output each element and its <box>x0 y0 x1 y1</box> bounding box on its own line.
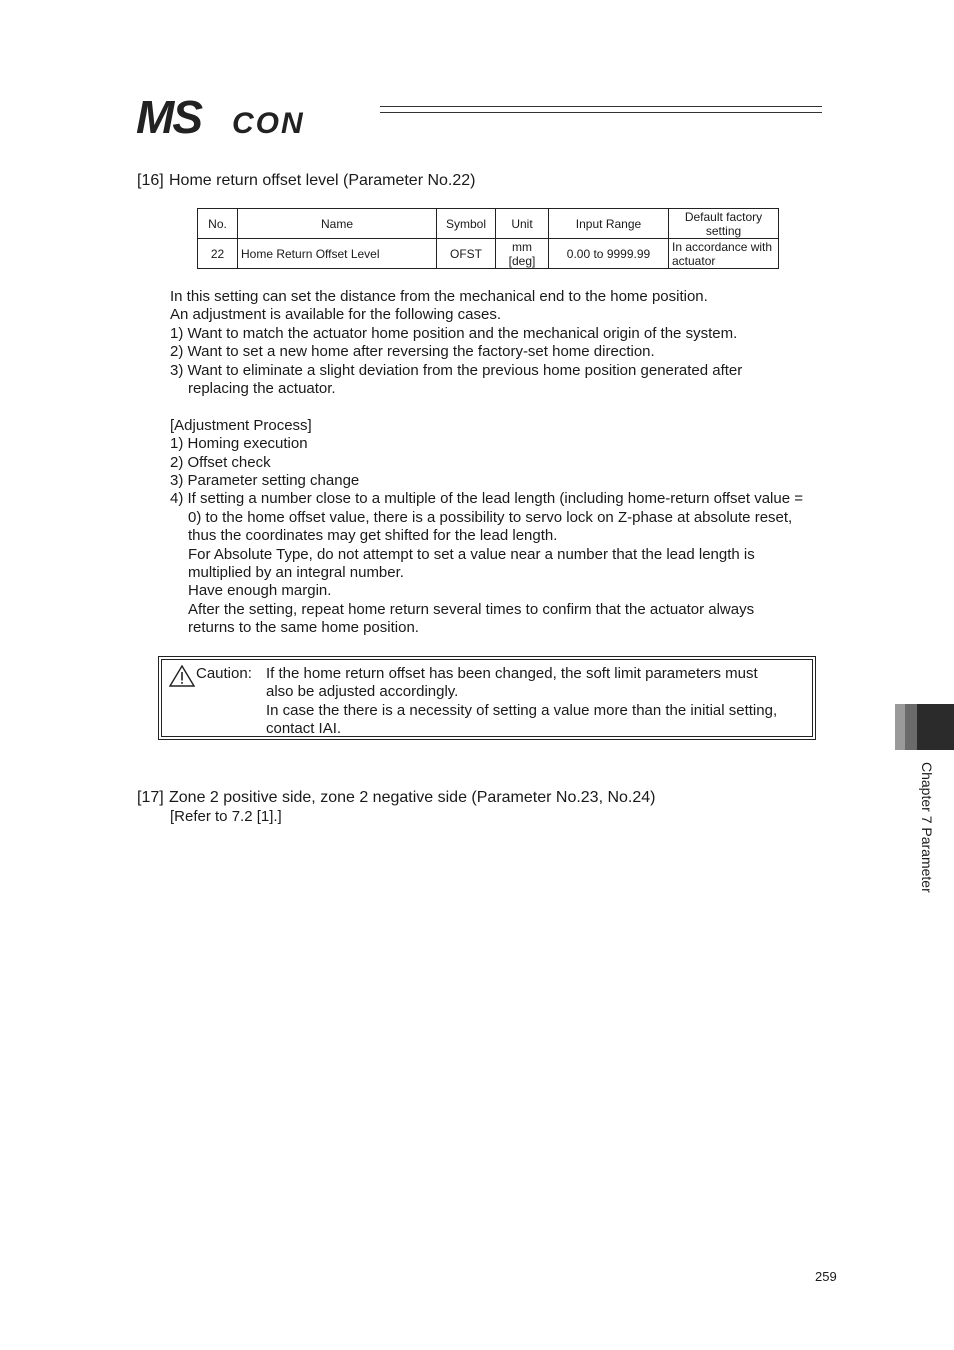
table-row <box>198 239 779 269</box>
header-rule <box>380 106 822 107</box>
svg-text:MS: MS <box>136 96 201 136</box>
chapter-tab <box>917 704 954 750</box>
header-symbol: Symbol <box>437 209 496 239</box>
section-17-heading <box>137 788 656 808</box>
header-input-range: Input Range <box>549 209 669 239</box>
warning-icon <box>169 665 195 692</box>
caution-line: contact IAI. <box>266 720 342 738</box>
table-header-row <box>198 209 779 239</box>
list-item-continuation: For Absolute Type, do not attempt to set a value near a number that the lead length is <box>188 545 755 563</box>
section-16-heading <box>137 171 476 191</box>
list-item: 1) Homing execution <box>170 435 308 453</box>
refer-text: [Refer to 7.2 [1].] <box>170 808 282 825</box>
caution-text <box>266 665 777 739</box>
list-item: 3) Want to eliminate a slight deviation from the previous home position generated after <box>170 361 743 379</box>
list-item: 3) Parameter setting change <box>170 472 360 490</box>
list-item-continuation: multiplied by an integral number. <box>188 564 404 582</box>
svg-text:CON: CON <box>232 107 305 136</box>
section-number: [16] <box>137 172 164 189</box>
section-16-body <box>170 288 850 638</box>
cell-symbol: OFST <box>437 239 496 269</box>
caution-label: Caution: <box>196 665 252 682</box>
caution-box <box>158 656 816 740</box>
section-title: Home return offset level (Parameter No.22) <box>169 172 476 189</box>
chapter-label: Chapter 7 Parameter <box>919 762 935 893</box>
cell-no: 22 <box>198 239 238 269</box>
header-unit: Unit <box>496 209 549 239</box>
list-item: 2) Offset check <box>170 453 271 471</box>
header-rule <box>380 112 822 113</box>
header-name: Name <box>238 209 437 239</box>
cell-input-range: 0.00 to 9999.99 <box>549 239 669 269</box>
list-item-continuation: 0) to the home offset value, there is a possibility to servo lock on Z-phase at absolute reset, <box>188 508 793 526</box>
list-item-continuation: Have enough margin. <box>188 582 332 600</box>
caution-line: If the home return offset has been changed, the soft limit parameters must <box>266 665 758 682</box>
caution-line: In case the there is a necessity of setting a value more than the initial setting, <box>266 701 778 719</box>
list-item-continuation: replacing the actuator. <box>188 380 336 398</box>
mscon-logo <box>136 96 368 141</box>
caution-line: also be adjusted accordingly. <box>266 683 459 701</box>
parameter-table <box>197 208 779 269</box>
cell-name: Home Return Offset Level <box>238 239 437 269</box>
page-number: 259 <box>815 1269 837 1284</box>
header-default: Default factory setting <box>669 209 779 239</box>
section-title: Zone 2 positive side, zone 2 negative side (Parameter No.23, No.24) <box>169 789 656 806</box>
chapter-tab-stripe <box>905 704 917 750</box>
chapter-tab-stripe <box>895 704 905 750</box>
body-line: An adjustment is available for the following cases. <box>170 306 502 324</box>
list-item-continuation: returns to the same home position. <box>188 619 419 637</box>
list-item-continuation: thus the coordinates may get shifted for the lead length. <box>188 527 558 545</box>
list-item: 4) If setting a number close to a multiple of the lead length (including home-return offset value = <box>170 490 804 508</box>
cell-unit: mm [deg] <box>496 239 549 269</box>
cell-default: In accordance with actuator <box>669 239 779 269</box>
subheading: [Adjustment Process] <box>170 416 312 434</box>
list-item: 1) Want to match the actuator home position and the mechanical origin of the system. <box>170 324 738 342</box>
list-item: 2) Want to set a new home after reversing the factory-set home direction. <box>170 343 655 361</box>
section-number: [17] <box>137 789 164 806</box>
header-no: No. <box>198 209 238 239</box>
body-line: In this setting can set the distance from the mechanical end to the home position. <box>170 288 708 305</box>
list-item-continuation: After the setting, repeat home return several times to confirm that the actuator always <box>188 600 755 618</box>
